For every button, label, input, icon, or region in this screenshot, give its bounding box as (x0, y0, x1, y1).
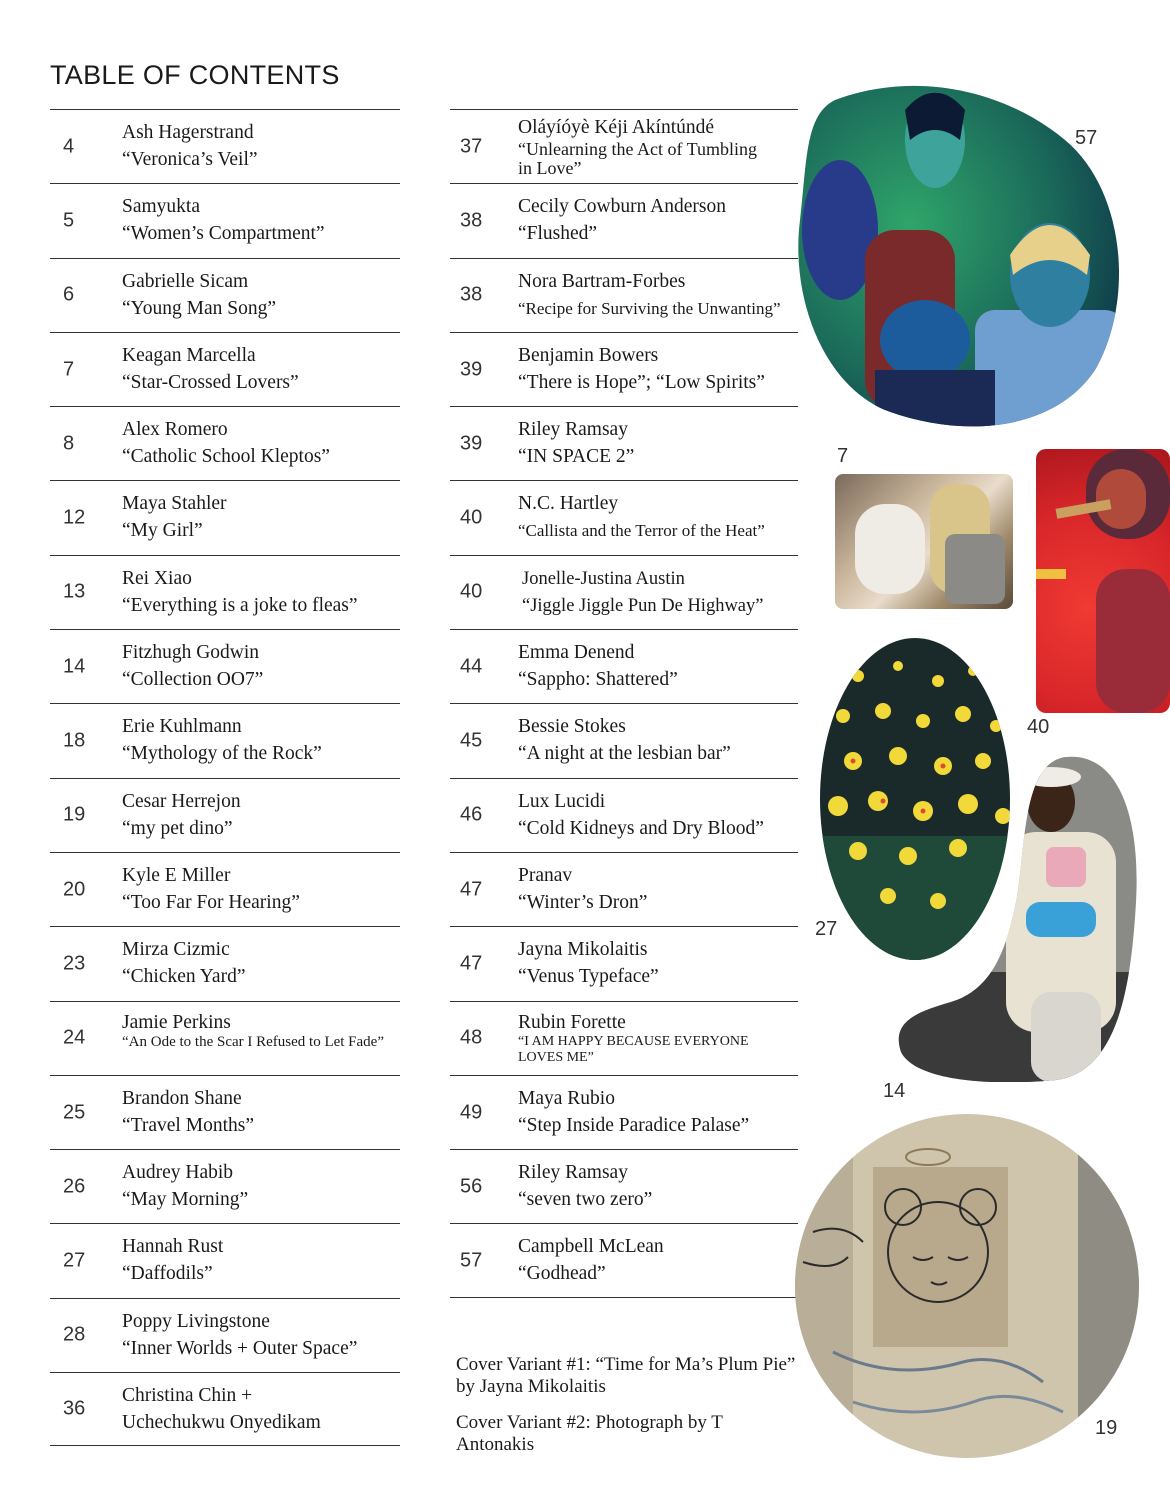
work-title: “A night at the lesbian bar” (518, 743, 731, 765)
author-name: Cecily Cowburn Anderson (518, 196, 726, 218)
page-number: 12 (63, 506, 86, 529)
work-title: “Step Inside Paradice Palase” (518, 1114, 750, 1136)
artwork-caption: 7 (837, 445, 849, 467)
author-name: Christina Chin + (122, 1385, 253, 1407)
toc-entry[interactable] (450, 629, 798, 703)
author-name: Mirza Cizmic (122, 939, 230, 961)
page-number: 28 (63, 1323, 86, 1346)
page-number: 19 (63, 803, 86, 826)
page-number: 56 (460, 1175, 483, 1198)
artwork-photo-19 (793, 1112, 1141, 1460)
page-number: 38 (460, 283, 483, 306)
author-name: Maya Rubio (518, 1087, 615, 1109)
toc-entry[interactable] (50, 1001, 400, 1075)
toc-entry[interactable] (450, 1223, 798, 1297)
author-name: N.C. Hartley (518, 493, 619, 515)
author-name: Kyle E Miller (122, 864, 231, 886)
work-title: “There is Hope”; “Low Spirits” (518, 371, 765, 393)
page-number: 57 (460, 1249, 483, 1272)
page-number: 14 (63, 655, 86, 678)
author-name: Pranav (518, 864, 573, 886)
work-title: “Mythology of the Rock” (122, 743, 322, 765)
page-number: 39 (460, 358, 483, 381)
work-title: “Unlearning the Act of Tumbling in Love” (518, 139, 757, 178)
page-number: 46 (460, 803, 483, 826)
page-number: 27 (63, 1249, 86, 1272)
toc-entry[interactable] (450, 258, 798, 332)
author-name: Riley Ramsay (518, 1162, 628, 1184)
page-number: 7 (63, 358, 75, 381)
toc-entry[interactable] (50, 778, 400, 852)
page-number: 40 (460, 580, 483, 603)
cover-variant-credit: Cover Variant #1: “Time for Ma’s Plum Pie” by Jayna Mikolaitis (456, 1354, 796, 1397)
work-title: “Jiggle Jiggle Pun De Highway” (522, 595, 764, 616)
work-title: “IN SPACE 2” (518, 446, 635, 468)
page-number: 25 (63, 1101, 86, 1123)
toc-entry[interactable] (50, 926, 400, 1000)
work-title: “Young Man Song” (122, 297, 277, 319)
work-title: “I AM HAPPY BECAUSE EVERYONE LOVES ME” (518, 1033, 749, 1065)
author-name: Ash Hagerstrand (122, 122, 254, 143)
author-name: Jonelle-Justina Austin (522, 568, 685, 589)
toc-entry[interactable] (50, 703, 400, 777)
page-number: 44 (460, 655, 483, 678)
page-number: 49 (460, 1101, 483, 1123)
cover-credits (456, 1354, 796, 1470)
toc-entry[interactable] (50, 332, 400, 406)
toc-entry[interactable] (50, 1075, 400, 1149)
toc-entry[interactable] (450, 926, 798, 1000)
author-name: Audrey Habib (122, 1162, 234, 1184)
author-name: Cesar Herrejon (122, 790, 241, 812)
author-name: Jayna Mikolaitis (518, 939, 648, 961)
author-name: Jamie Perkins (122, 1011, 231, 1033)
work-title: “Everything is a joke to fleas” (122, 594, 358, 616)
toc-entry[interactable] (50, 629, 400, 703)
work-title: “Women’s Compartment” (122, 223, 325, 245)
author-name: Emma Denend (518, 642, 635, 664)
page-number: 24 (63, 1026, 86, 1049)
work-title: “Callista and the Terror of the Heat” (518, 521, 765, 541)
author-name: Bessie Stokes (518, 716, 626, 738)
artwork-painting-40 (1036, 449, 1170, 713)
artwork-caption: 14 (883, 1080, 906, 1102)
toc-entry[interactable] (450, 703, 798, 777)
toc-entry[interactable] (50, 480, 400, 554)
work-title: “Collection OO7” (122, 669, 264, 691)
toc-entry[interactable] (50, 1298, 400, 1372)
toc-entry[interactable] (450, 406, 798, 480)
work-title: “Star-Crossed Lovers” (122, 371, 299, 393)
author-name: Campbell McLean (518, 1236, 664, 1258)
work-title: “Winter’s Dron” (518, 891, 648, 913)
work-title: “Travel Months” (122, 1114, 254, 1136)
toc-entry[interactable] (450, 1075, 798, 1149)
toc-entry[interactable] (50, 109, 400, 183)
toc-entry[interactable] (450, 332, 798, 406)
page-number: 36 (63, 1397, 86, 1420)
page-number: 23 (63, 952, 86, 975)
author-name: Maya Stahler (122, 493, 227, 515)
work-title: “my pet dino” (122, 817, 233, 839)
work-title: “May Morning” (122, 1189, 249, 1211)
work-title: “Venus Typeface” (518, 966, 659, 988)
page-number: 48 (460, 1026, 483, 1049)
work-title: “Recipe for Surviving the Unwanting” (518, 298, 781, 318)
work-title: “Catholic School Kleptos” (122, 446, 330, 468)
page-number: 5 (63, 209, 75, 232)
toc-entry[interactable] (450, 183, 798, 257)
artwork-caption: 40 (1027, 716, 1050, 738)
author-name: Rubin Forette (518, 1011, 626, 1033)
page-number: 38 (460, 209, 483, 232)
page-number: 47 (460, 952, 483, 975)
page-number: 47 (460, 878, 483, 901)
toc-entry[interactable] (50, 258, 400, 332)
work-title: “Cold Kidneys and Dry Blood” (518, 817, 764, 839)
page-number: 8 (63, 432, 75, 455)
artwork-caption: 19 (1095, 1417, 1118, 1439)
page-number: 26 (63, 1175, 86, 1198)
page-number: 13 (63, 580, 86, 603)
work-title: “Inner Worlds + Outer Space” (122, 1337, 358, 1359)
toc-entry[interactable] (450, 480, 798, 554)
artwork-photo-7 (835, 474, 1013, 609)
author-name: Erie Kuhlmann (122, 716, 242, 738)
toc-entry[interactable] (50, 1372, 400, 1446)
work-title: “My Girl” (122, 520, 203, 542)
page-number: 4 (63, 135, 75, 158)
work-title: “Godhead” (518, 1263, 606, 1285)
toc-entry[interactable] (50, 555, 400, 629)
page-number: 20 (63, 878, 86, 901)
work-title: “An Ode to the Scar I Refused to Let Fade” (122, 1033, 384, 1050)
page-title: TABLE OF CONTENTS (50, 60, 340, 90)
author-name: Lux Lucidi (518, 790, 606, 812)
artwork-photo-14 (896, 752, 1141, 1082)
toc-entry[interactable] (50, 1223, 400, 1297)
cover-variant-credit: Cover Variant #2: Photograph by T Antonakis (456, 1412, 723, 1455)
page-number: 39 (460, 432, 483, 455)
author-name: Riley Ramsay (518, 419, 628, 441)
page-number: 40 (460, 506, 483, 529)
toc-entry[interactable] (50, 406, 400, 480)
author-name: Poppy Livingstone (122, 1310, 270, 1332)
toc-entry[interactable] (50, 183, 400, 257)
author-name: Samyukta (122, 196, 200, 218)
work-title: “Chicken Yard” (122, 966, 246, 988)
page-number: 45 (460, 729, 483, 752)
work-title: “Flushed” (518, 223, 598, 245)
page-number: 6 (63, 283, 75, 306)
toc-entry[interactable] (450, 852, 798, 926)
author-name: Rei Xiao (122, 567, 192, 589)
work-title: “Too Far For Hearing” (122, 891, 300, 913)
author-name: Brandon Shane (122, 1087, 242, 1109)
toc-entry[interactable] (450, 1001, 798, 1075)
work-title: “seven two zero” (518, 1189, 653, 1211)
author-name: Hannah Rust (122, 1236, 224, 1258)
work-title: “Daffodils” (122, 1263, 213, 1285)
author-name: Keagan Marcella (122, 344, 256, 366)
toc-entry[interactable] (450, 555, 798, 629)
author-name: Nora Bartram-Forbes (518, 270, 686, 292)
author-name: Gabrielle Sicam (122, 270, 249, 292)
author-name: Benjamin Bowers (518, 344, 659, 366)
toc-entry[interactable] (50, 852, 400, 926)
work-title: Uchechukwu Onyedikam (122, 1412, 321, 1434)
work-title: “Sappho: Shattered” (518, 669, 678, 691)
author-name: Alex Romero (122, 419, 228, 441)
artwork-caption: 27 (815, 918, 838, 940)
toc-right-column (450, 109, 798, 1298)
work-title: “Veronica’s Veil” (122, 149, 258, 170)
toc-entry[interactable] (50, 1149, 400, 1223)
page-number: 18 (63, 729, 86, 752)
author-name: Fitzhugh Godwin (122, 642, 260, 664)
artwork-caption: 57 (1075, 127, 1098, 149)
toc-left-column (50, 109, 400, 1446)
toc-entry[interactable] (450, 1149, 798, 1223)
author-name: Oláyíóyè Kéji Akíntúndé (518, 117, 715, 138)
page-number: 37 (460, 135, 483, 158)
toc-entry[interactable] (450, 778, 798, 852)
toc-entry[interactable] (450, 109, 798, 183)
